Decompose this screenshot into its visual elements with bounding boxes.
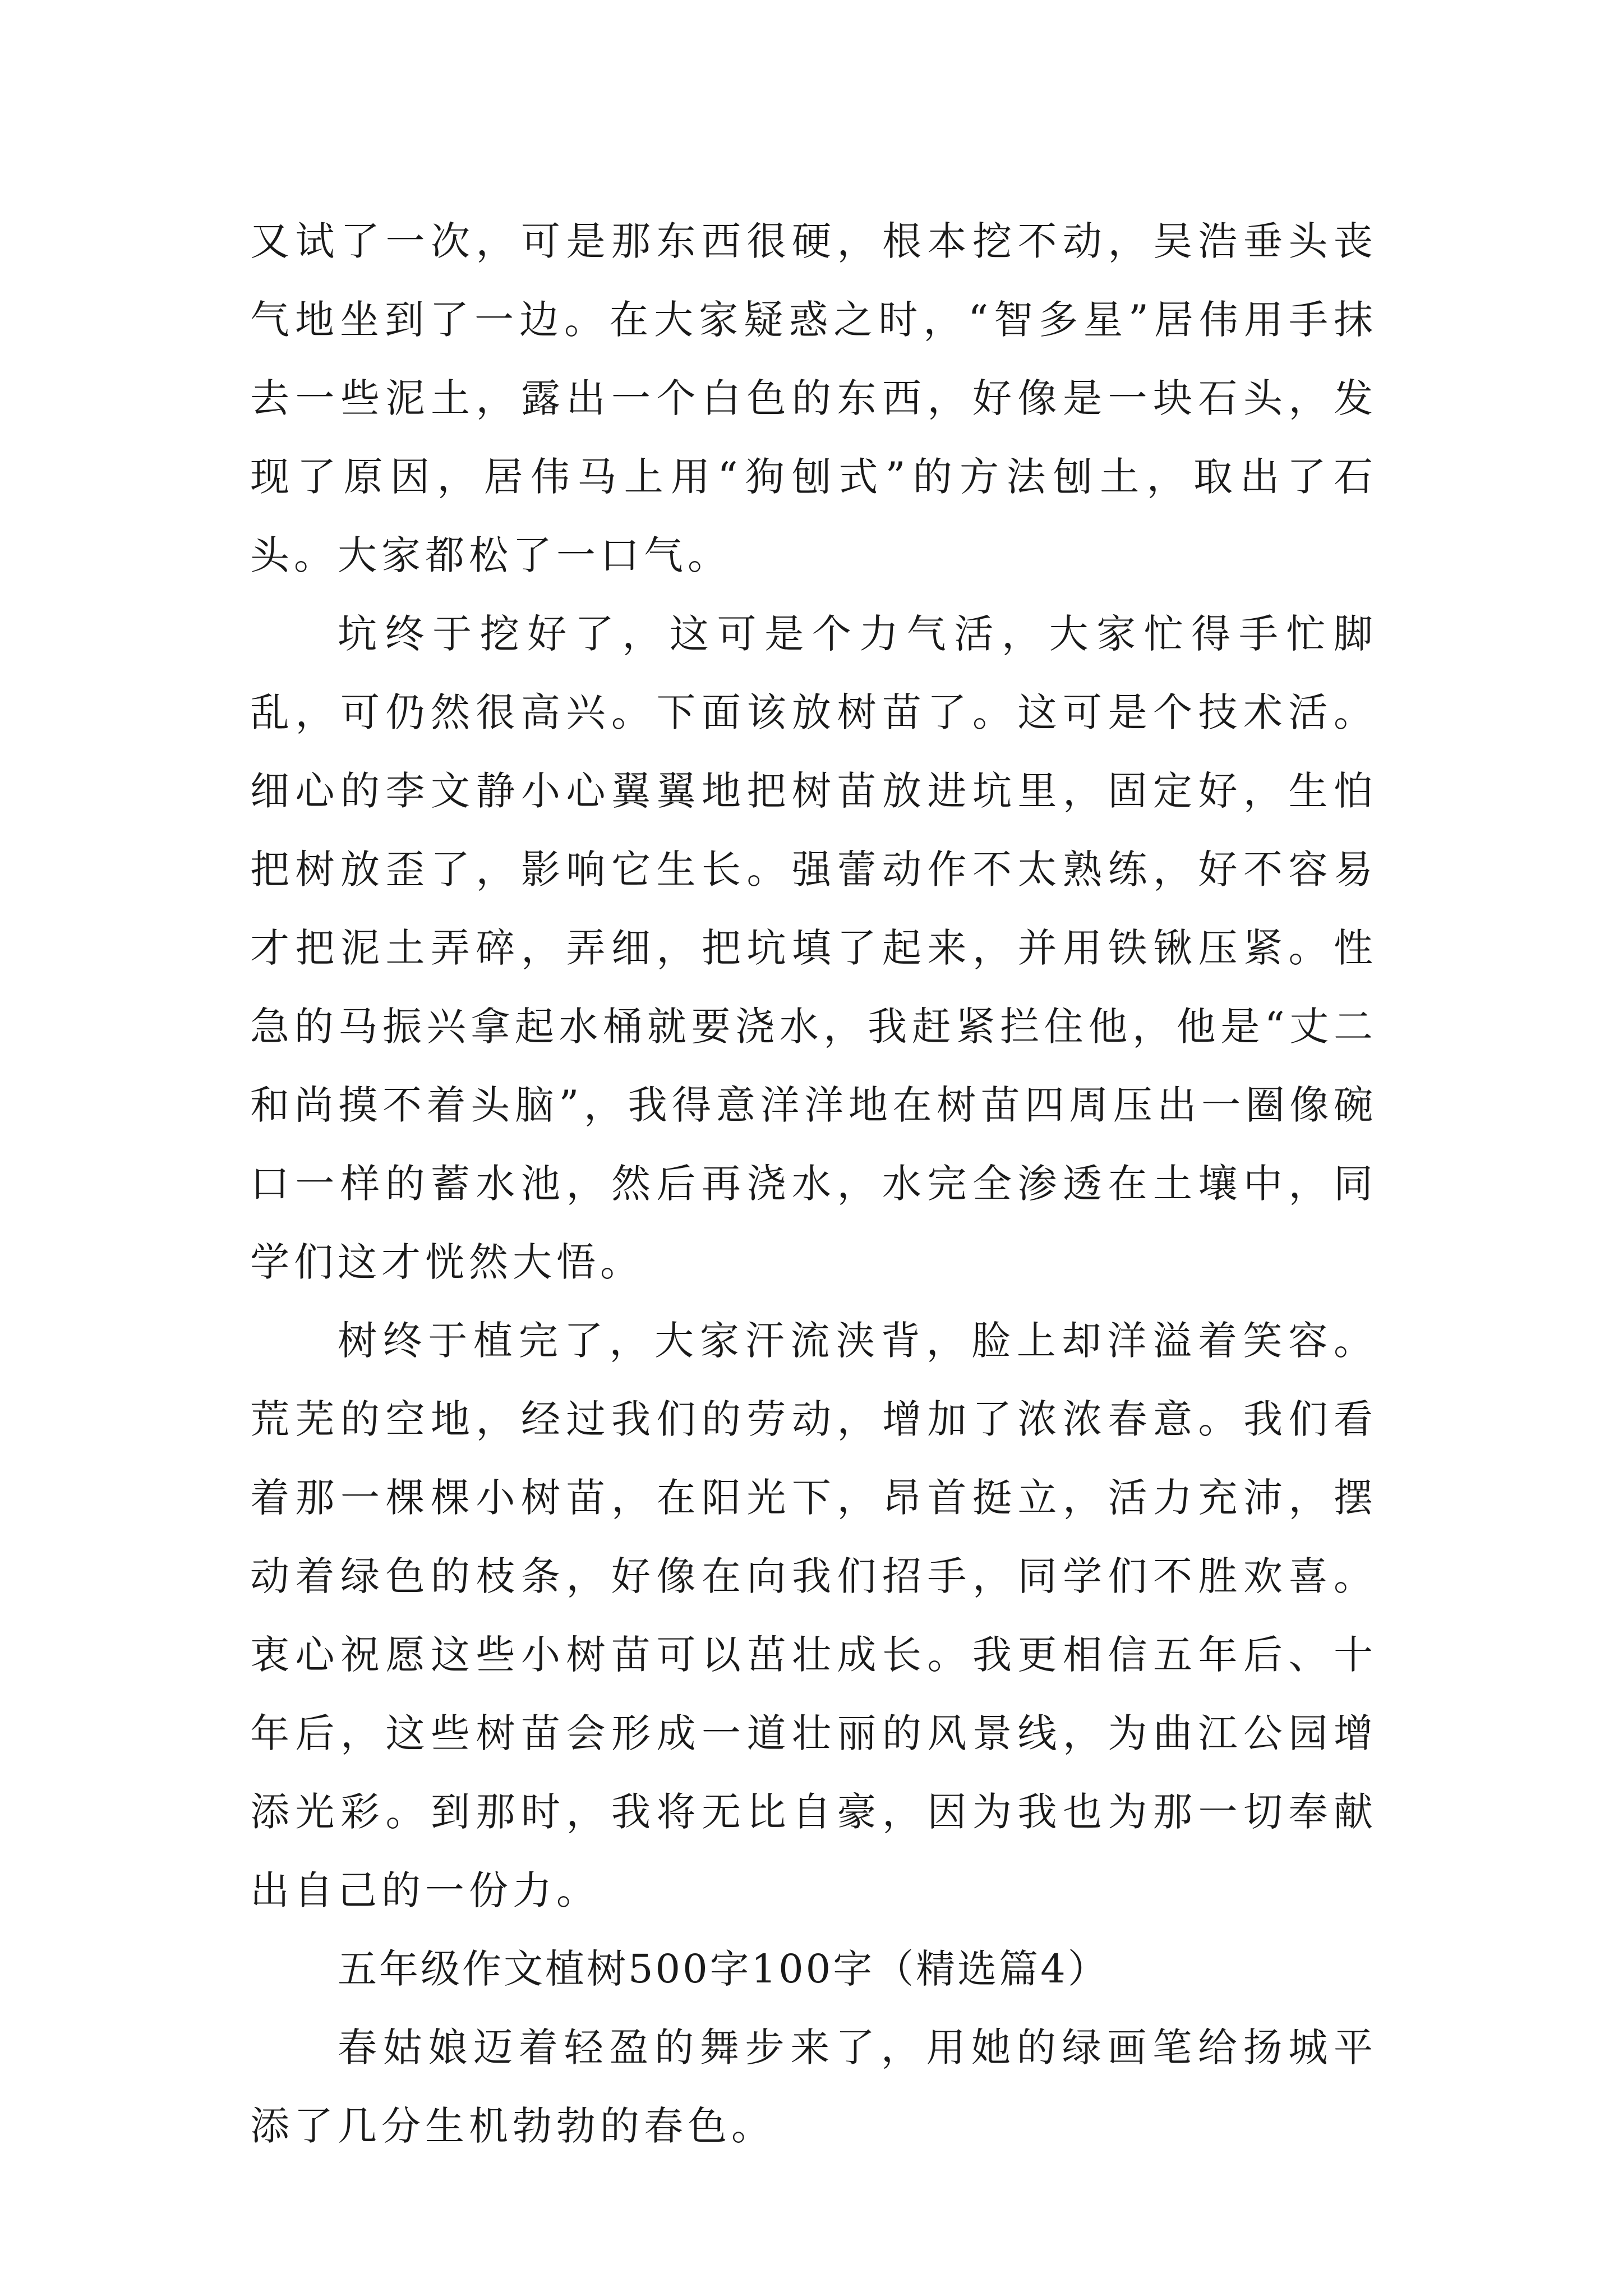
document-body — [250, 202, 1377, 2165]
paragraph-1: 又试了一次，可是那东西很硬，根本挖不动，吴浩垂头丧气地坐到了一边。在大家疑惑之时，“智多星”居伟用手抹去一些泥土，露出一个白色的东西，好像是一块石头，发现了原因，居伟马上用“狗刨式”的方法刨土，取出了石头。大家都松了一口气。 — [250, 218, 1377, 578]
paragraph-3: 树终于植完了，大家汗流浃背，脸上却洋溢着笑容。荒芜的空地，经过我们的劳动，增加了浓浓春意。我们看着那一棵棵小树苗，在阳光下，昂首挺立，活力充沛，摆动着绿色的枝条，好像在向我们招手，同学们不胜欢喜。衷心祝愿这些小树苗可以茁壮成长。我更相信五年后、十年后，这些树苗会形成一道壮丽的风景线，为曲江公园增添光彩。到那时，我将无比自豪，因为我也为那一切奉献出自己的一份力。 — [250, 1318, 1377, 1913]
section-heading: 五年级作文植树500字100字（精选篇4） — [338, 1946, 1109, 1992]
paragraph-4: 春姑娘迈着轻盈的舞步来了，用她的绿画笔给扬城平添了几分生机勃勃的春色。 — [250, 2024, 1377, 2149]
paragraph-2: 坑终于挖好了，这可是个力气活，大家忙得手忙脚乱，可仍然很高兴。下面该放树苗了。这可是个技术活。细心的李文静小心翼翼地把树苗放进坑里，固定好，生怕把树放歪了，影响它生长。强蕾动作不太熟练，好不容易才把泥土弄碎，弄细，把坑填了起来，并用铁锹压紧。性急的马振兴拿起水桶就要浇水，我赶紧拦住他，他是“丈二和尚摸不着头脑”，我得意洋洋地在树苗四周压出一圈像碗口一样的蓄水池，然后再浇水，水完全渗透在土壤中，同学们这才恍然大悟。 — [250, 611, 1377, 1285]
